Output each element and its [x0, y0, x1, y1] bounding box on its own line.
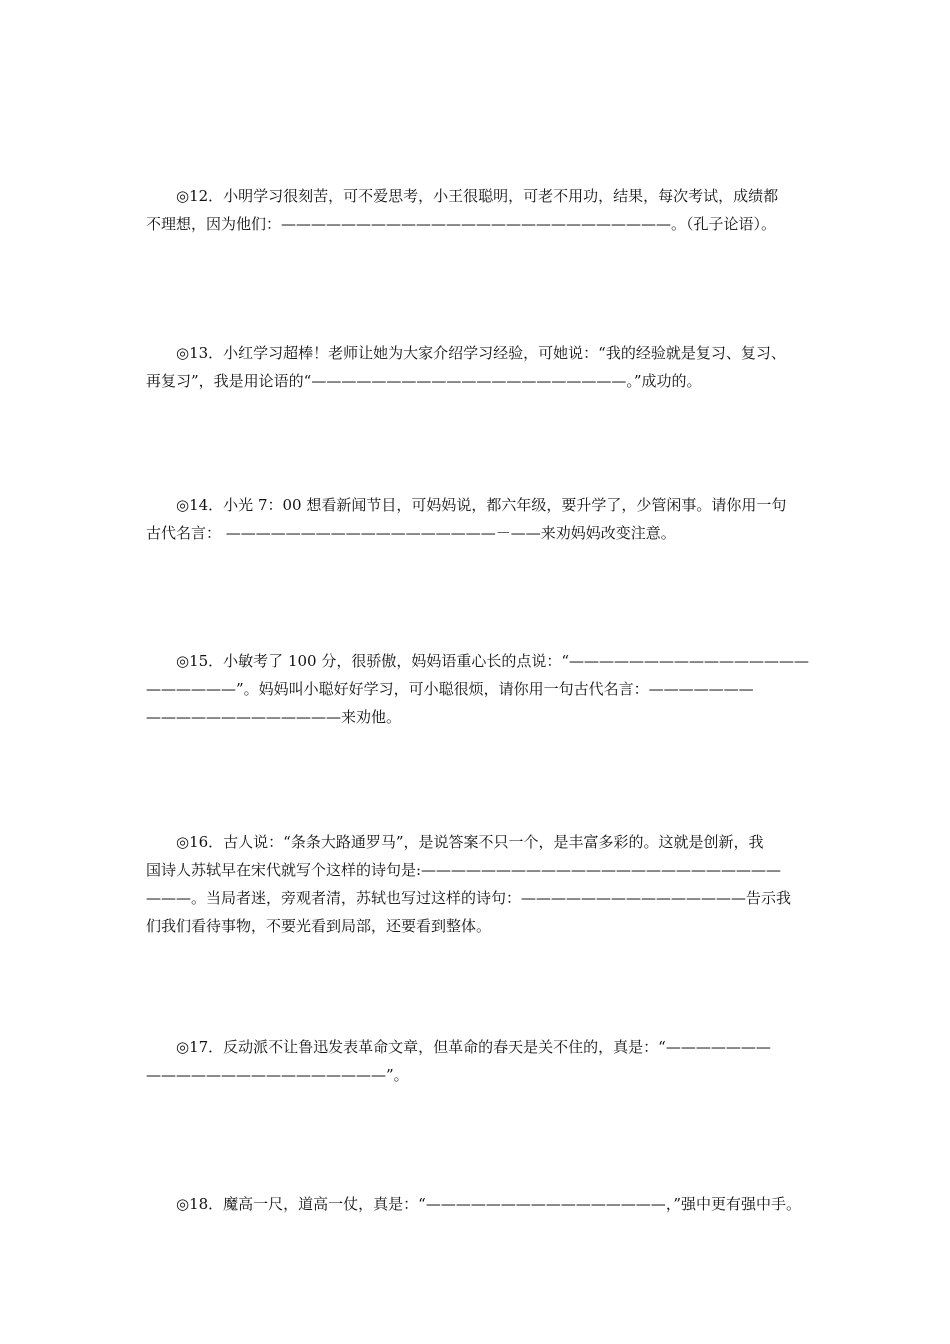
question-line: 们我们看待事物，不要光看到局部，还要看到整体。 — [146, 917, 492, 935]
question-line: —————————————来劝他。 — [146, 708, 402, 726]
question-line: ◎12．小明学习很刻苦，可不爱思考，小王很聪明，可老不用功，结果，每次考试，成绩都 — [176, 187, 779, 205]
question-line: ◎17．反动派不让鲁迅发表革命文章，但革命的春天是关不住的，真是：“——————— — [176, 1038, 771, 1056]
question-18 — [146, 1190, 808, 1218]
question-line: ◎18．魔高一尺，道高一仗，真是：“————————————————，”强中更有强中手。 — [176, 1195, 802, 1213]
question-line: ◎16．古人说：“条条大路通罗马”，是说答案不只一个，是丰富多彩的。这就是创新，我 — [176, 833, 764, 851]
question-17 — [146, 1033, 808, 1089]
question-line: ——————”。妈妈叫小聪好好学习，可小聪很烦，请你用一句古代名言：——————— — [146, 680, 754, 698]
question-line: ◎15．小敏考了 100 分，很骄傲，妈妈语重心长的点说：“———————————————— — [176, 652, 810, 670]
question-line: 国诗人苏轼早在宋代就写个这样的诗句是:———————————————————————— — [146, 861, 782, 879]
question-16 — [146, 828, 808, 940]
question-12 — [146, 182, 808, 238]
question-line: ◎14．小光 7：00 想看新闻节目，可妈妈说，都六年级，要升学了，少管闲事。请你用一句 — [176, 496, 787, 514]
question-line: ————————————————”。 — [146, 1066, 409, 1084]
question-line: 再复习”，我是用论语的“—————————————————————。”成功的。 — [146, 372, 702, 390]
question-14 — [146, 491, 808, 547]
question-line: ———。当局者迷，旁观者清，苏轼也写过这样的诗句：———————————————告示我 — [146, 889, 792, 907]
question-line: ◎13．小红学习超棒！老师让她为大家介绍学习经验，可她说：“我的经验就是复习、复习、 — [176, 344, 786, 362]
question-line: 不理想，因为他们：——————————————————————————。（孔子论语）。 — [146, 215, 777, 233]
question-line: 古代名言： ——————————————————－——来劝妈妈改变注意。 — [146, 524, 676, 542]
question-13 — [146, 339, 808, 395]
question-15 — [146, 647, 808, 731]
